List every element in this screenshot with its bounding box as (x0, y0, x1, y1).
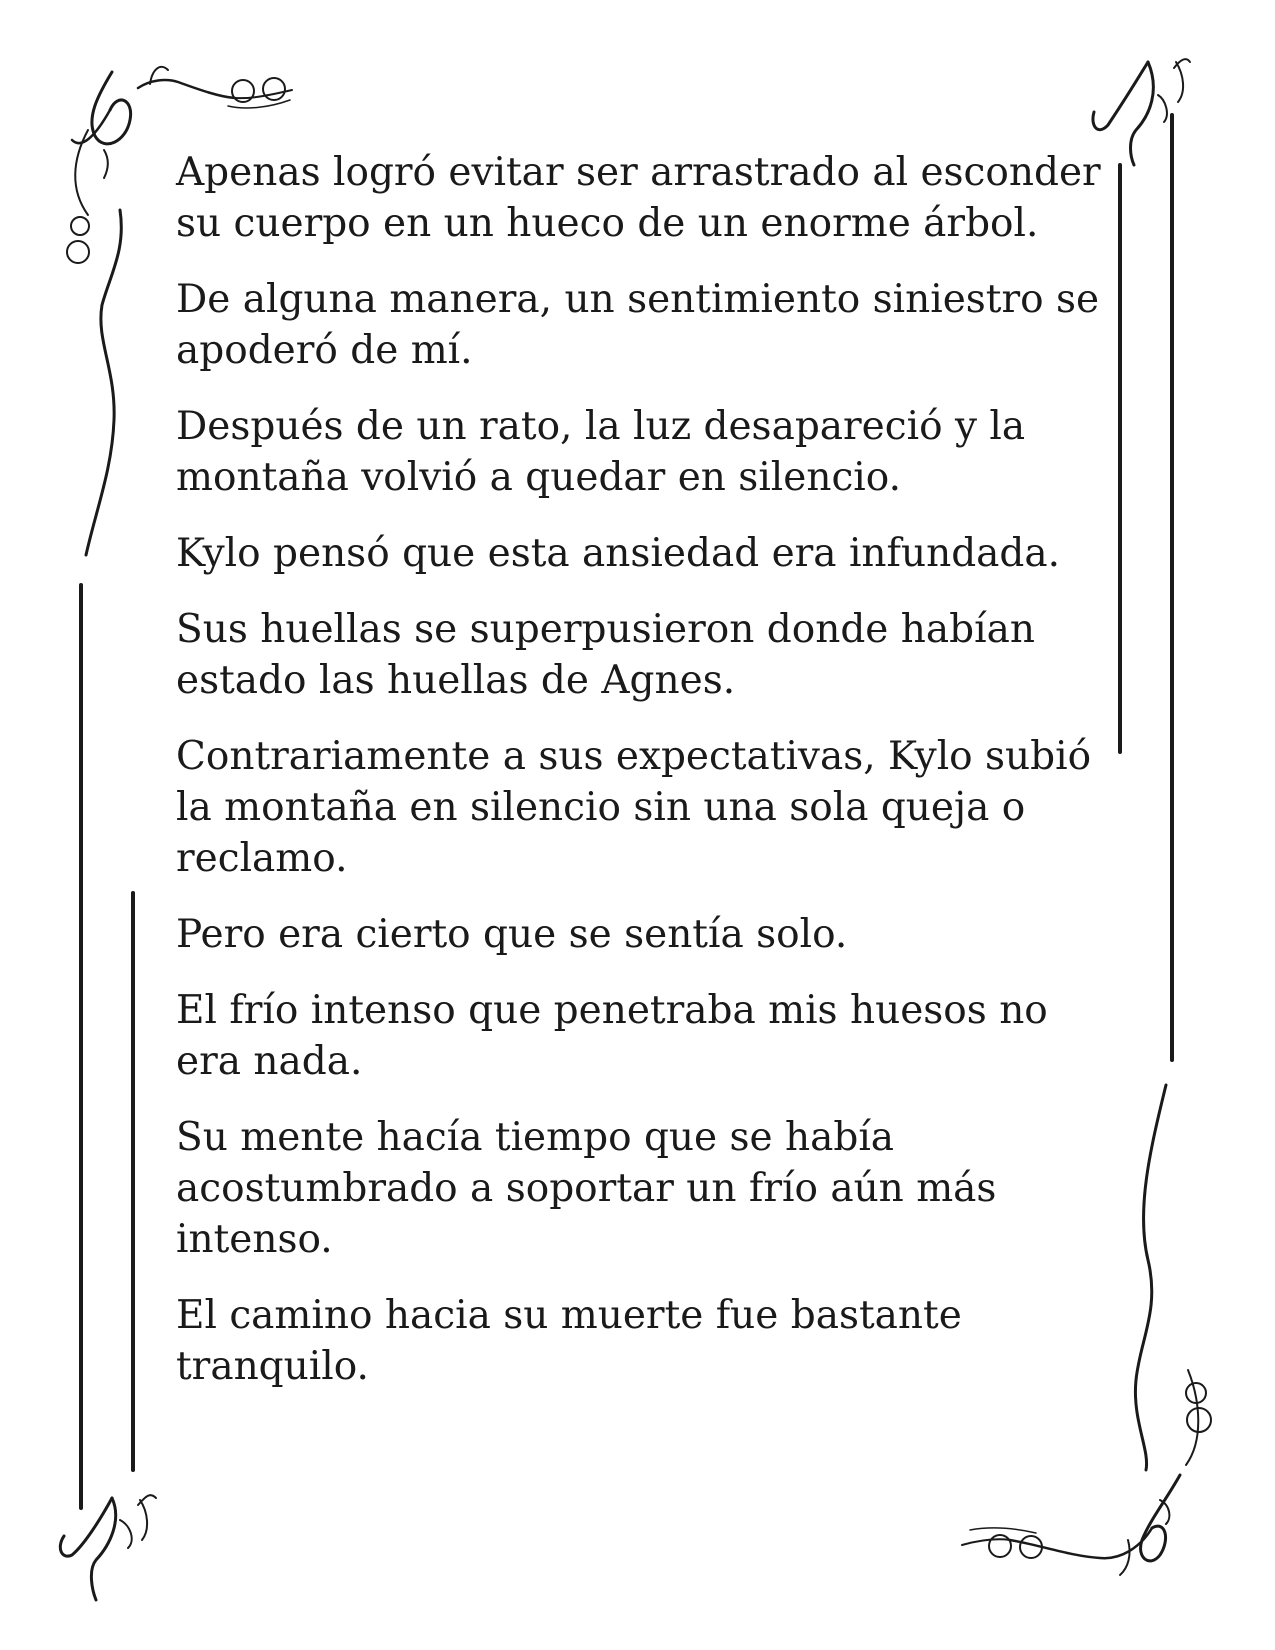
paragraph-3: Después de un rato, la luz desapareció y la montaña volvió a quedar en silencio. (176, 404, 1026, 500)
paragraph-1: Apenas logró evitar ser arrastrado al esconder su cuerpo en un hueco de un enorme árbol. (176, 150, 1101, 246)
flourish-bottom-left-icon (60, 1495, 156, 1600)
paragraph-9: Su mente hacía tiempo que se había acostumbrado a soportar un frío aún más intenso. (176, 1115, 997, 1262)
paragraph-10: El camino hacia su muerte fue bastante tranquilo. (176, 1293, 962, 1389)
paragraph-8: El frío intenso que penetraba mis huesos no era nada. (176, 988, 1048, 1084)
paragraph-6: Contrariamente a sus expectativas, Kylo subió la montaña en silencio sin una sola queja o reclamo. (176, 734, 1092, 881)
paragraph-5: Sus huellas se superpusieron donde habían estado las huellas de Agnes. (176, 607, 1035, 703)
paragraph-7: Pero era cierto que se sentía solo. (176, 912, 848, 957)
paragraph-2: De alguna manera, un sentimiento siniestro se apoderó de mí. (176, 277, 1100, 373)
paragraph-4: Kylo pensó que esta ansiedad era infundada. (176, 531, 1061, 576)
body-text (176, 147, 1116, 1417)
